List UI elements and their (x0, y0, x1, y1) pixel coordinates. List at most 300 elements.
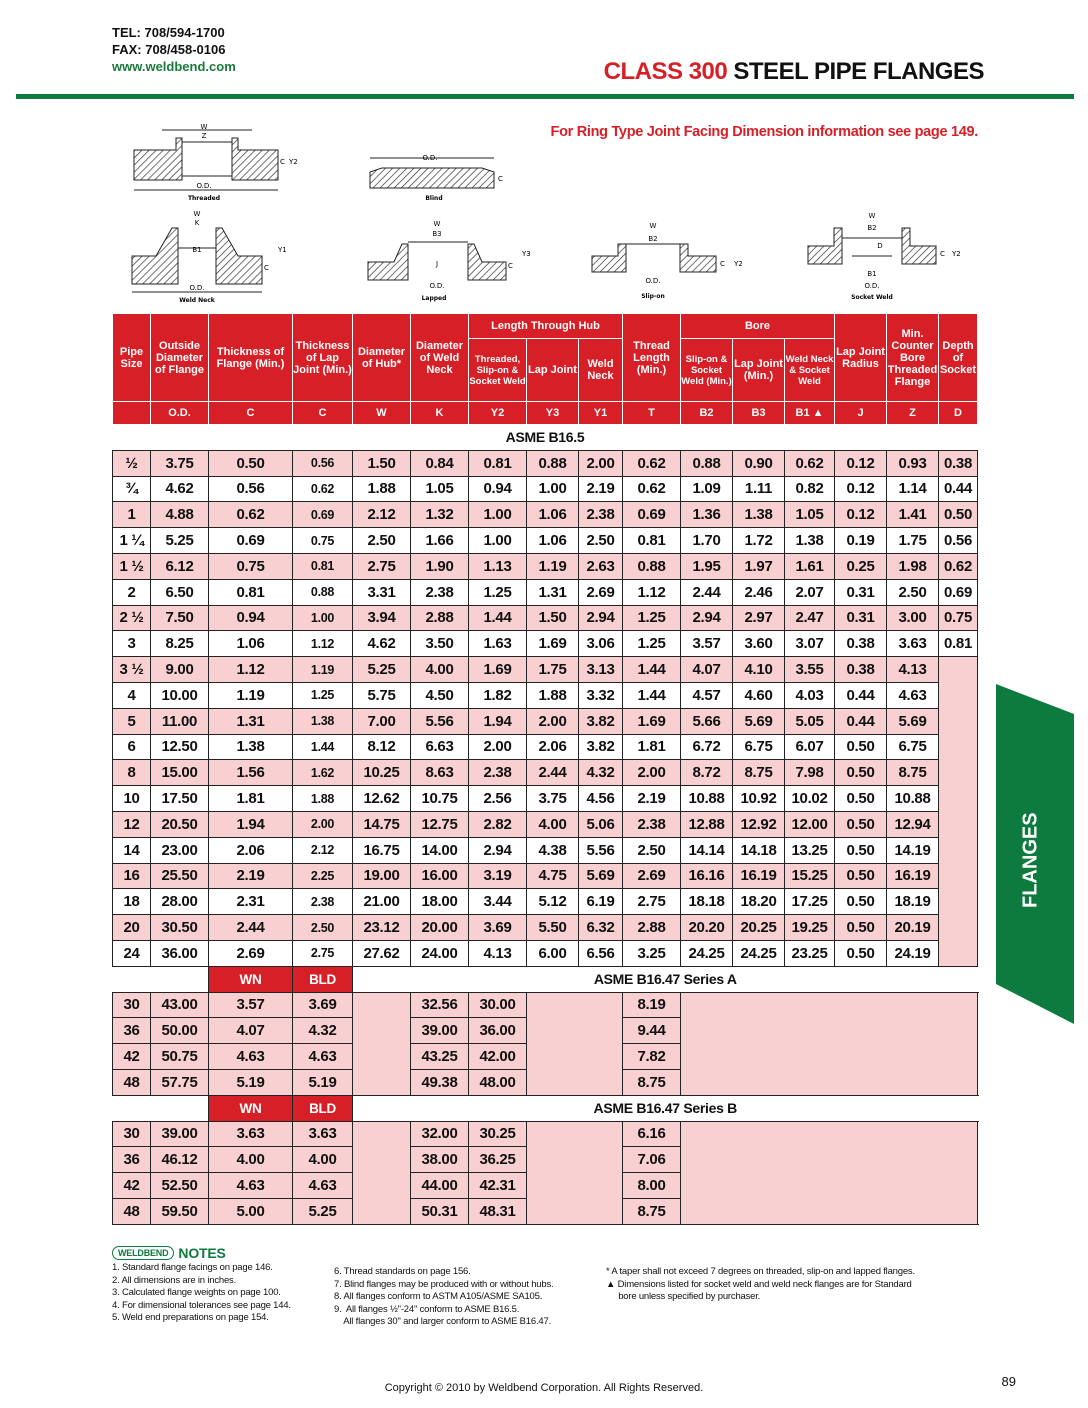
table-cell: 2.50 (579, 528, 623, 554)
table-cell: 5.56 (579, 837, 623, 863)
table-cell: 2.75 (293, 940, 353, 966)
table-cell: 4.38 (527, 837, 579, 863)
note-line: 5. Weld end preparations on page 154. (112, 1312, 269, 1323)
table-cell: 2.12 (293, 837, 353, 863)
table-cell: 10.02 (785, 786, 835, 812)
table-cell: 0.50 (835, 837, 887, 863)
table-cell: 0.56 (209, 476, 293, 502)
table-cell: 1 ¼ (113, 528, 151, 554)
header-lap-radius: Lap Joint Radius (835, 314, 887, 402)
header-len-threaded: Threaded, Slip-on & Socket Weld (469, 339, 527, 402)
table-cell: 0.81 (469, 450, 527, 476)
table-cell: 6.50 (151, 579, 209, 605)
table-cell: 7.82 (623, 1044, 681, 1070)
section-title: ASME B16.47 Series B (353, 1095, 978, 1121)
table-cell: 4.62 (353, 631, 411, 657)
svg-text:Y1: Y1 (278, 246, 287, 254)
table-cell: 18 (113, 889, 151, 915)
table-cell: 2.56 (469, 786, 527, 812)
svg-text:O.D.: O.D. (864, 282, 880, 290)
table-cell: 0.62 (293, 476, 353, 502)
table-cell: 1.44 (469, 605, 527, 631)
note-line: * A taper shall not exceed 7 degrees on threaded, slip-on and lapped flanges. (606, 1266, 915, 1277)
table-cell: 0.50 (209, 450, 293, 476)
header-code: C (293, 402, 353, 425)
title-class: CLASS 300 (603, 58, 728, 85)
table-cell: 19.25 (785, 915, 835, 941)
table-cell: 32.00 (411, 1121, 469, 1147)
svg-text:B1: B1 (192, 246, 202, 254)
svg-text:W: W (193, 210, 201, 218)
table-cell: 2.69 (579, 579, 623, 605)
table-cell: 44.00 (411, 1173, 469, 1199)
table-cell: 2.75 (623, 889, 681, 915)
table-cell (527, 992, 623, 1095)
table-cell: 2.50 (353, 528, 411, 554)
table-cell: 0.62 (623, 476, 681, 502)
table-row (113, 992, 978, 1018)
table-cell: 1.75 (887, 528, 939, 554)
table-cell: 1.06 (527, 502, 579, 528)
table-cell: 1.09 (681, 476, 733, 502)
table-cell: 50.75 (151, 1044, 209, 1070)
note-line: 6. Thread standards on page 156. (334, 1266, 471, 1277)
table-cell: 0.50 (835, 760, 887, 786)
table-cell: 4.63 (209, 1173, 293, 1199)
table-cell: 0.50 (835, 889, 887, 915)
table-cell: 1.72 (733, 528, 785, 554)
notes-column-3 (606, 1266, 915, 1304)
table-cell (939, 657, 978, 967)
table-row (113, 1121, 978, 1147)
table-cell: 0.88 (293, 579, 353, 605)
table-cell: 2.38 (623, 811, 681, 837)
table-cell: 3.94 (353, 605, 411, 631)
table-cell: 17.50 (151, 786, 209, 812)
table-cell: 1.88 (293, 786, 353, 812)
header-pipe-size: Pipe Size (113, 314, 151, 402)
table-cell: 12.88 (681, 811, 733, 837)
table-cell: 0.44 (835, 682, 887, 708)
weld-neck-diagram (132, 210, 287, 304)
table-cell: 2.38 (293, 889, 353, 915)
header-code: Y3 (527, 402, 579, 425)
table-cell: 12.92 (733, 811, 785, 837)
section-row (113, 966, 978, 992)
table-cell: 18.00 (411, 889, 469, 915)
header-code: Y2 (469, 402, 527, 425)
table-cell: 5.69 (887, 708, 939, 734)
table-cell: 30.25 (469, 1121, 527, 1147)
table-cell: 2.82 (469, 811, 527, 837)
table-row (113, 915, 978, 941)
slip-on-diagram (592, 222, 743, 300)
table-cell: 4.32 (579, 760, 623, 786)
table-cell: 20.19 (887, 915, 939, 941)
table-cell: 3.00 (887, 605, 939, 631)
svg-text:O.D.: O.D. (422, 154, 438, 162)
table-cell: 4.88 (151, 502, 209, 528)
table-cell: 18.20 (733, 889, 785, 915)
bld-label: BLD (293, 966, 353, 992)
table-cell: 1.50 (527, 605, 579, 631)
table-cell: 4.63 (293, 1044, 353, 1070)
table-cell: 1.12 (623, 579, 681, 605)
table-cell: 24.00 (411, 940, 469, 966)
table-cell: 8.12 (353, 734, 411, 760)
svg-text:B2: B2 (867, 224, 877, 232)
table-cell: 3.31 (353, 579, 411, 605)
svg-text:C: C (720, 260, 725, 268)
table-cell: 1.98 (887, 553, 939, 579)
table-cell: 6.75 (887, 734, 939, 760)
table-cell: 1.19 (209, 682, 293, 708)
table-cell: 5.50 (527, 915, 579, 941)
table-cell: 9.44 (623, 1018, 681, 1044)
table-cell: 5.25 (353, 657, 411, 683)
table-cell: 1.06 (527, 528, 579, 554)
table-cell: 0.50 (835, 940, 887, 966)
table-cell: 36.00 (469, 1018, 527, 1044)
table-cell: 32.56 (411, 992, 469, 1018)
table-cell: 0.19 (835, 528, 887, 554)
table-cell: 36.25 (469, 1147, 527, 1173)
table-cell: 14.18 (733, 837, 785, 863)
table-cell (353, 992, 411, 1095)
table-cell: 3.75 (527, 786, 579, 812)
table-cell: 2.50 (623, 837, 681, 863)
table-cell (113, 1095, 209, 1121)
svg-text:Y3: Y3 (522, 250, 531, 258)
table-cell: 25.50 (151, 863, 209, 889)
table-cell: 0.12 (835, 502, 887, 528)
table-cell: 46.12 (151, 1147, 209, 1173)
table-cell: 3.82 (579, 708, 623, 734)
bld-label: BLD (293, 1095, 353, 1121)
table-cell: 27.62 (353, 940, 411, 966)
table-cell: 14.00 (411, 837, 469, 863)
table-cell: 20 (113, 915, 151, 941)
table-cell: 38.00 (411, 1147, 469, 1173)
table-cell: 5 (113, 708, 151, 734)
table-cell: 48 (113, 1198, 151, 1224)
table-cell: 6.63 (411, 734, 469, 760)
ring-joint-note: For Ring Type Joint Facing Dimension information see page 149. (550, 124, 978, 140)
table-cell: 4.56 (579, 786, 623, 812)
table-cell: 1.32 (411, 502, 469, 528)
table-cell: 5.25 (151, 528, 209, 554)
table-cell: 1.38 (785, 528, 835, 554)
table-row (113, 553, 978, 579)
table-cell: 6.00 (527, 940, 579, 966)
copyright: Copyright © 2010 by Weldbend Corporation. All Rights Reserved. (384, 1382, 704, 1394)
table-cell: 2.00 (579, 450, 623, 476)
table-cell: 0.81 (623, 528, 681, 554)
table-cell: 3.63 (293, 1121, 353, 1147)
svg-text:Y2: Y2 (952, 250, 961, 258)
table-cell: 50.00 (151, 1018, 209, 1044)
table-cell: 5.66 (681, 708, 733, 734)
table-cell: 3 (113, 631, 151, 657)
table-cell: 28.00 (151, 889, 209, 915)
table-cell: 4.03 (785, 682, 835, 708)
table-cell: 52.50 (151, 1173, 209, 1199)
table-cell: 4.07 (681, 657, 733, 683)
contact-block (112, 24, 236, 75)
table-cell: 0.56 (939, 528, 978, 554)
table-cell: 0.56 (293, 450, 353, 476)
table-cell: 5.25 (293, 1198, 353, 1224)
table-cell: 1.94 (469, 708, 527, 734)
title-rest: STEEL PIPE FLANGES (727, 58, 984, 85)
table-cell: 6.07 (785, 734, 835, 760)
table-cell (681, 992, 978, 1095)
table-cell: 1.00 (527, 476, 579, 502)
table-cell: 57.75 (151, 1069, 209, 1095)
table-cell: 0.62 (209, 502, 293, 528)
table-cell: 1.69 (469, 657, 527, 683)
table-cell (353, 1121, 411, 1224)
table-cell: 18.18 (681, 889, 733, 915)
table-cell: 2.69 (209, 940, 293, 966)
table-row (113, 863, 978, 889)
table-cell: 8.72 (681, 760, 733, 786)
socket-weld-diagram (808, 212, 961, 301)
svg-text:Blind: Blind (425, 195, 443, 202)
table-cell: 1.31 (527, 579, 579, 605)
table-cell: 0.93 (887, 450, 939, 476)
table-cell: 0.69 (939, 579, 978, 605)
table-cell: 1.88 (353, 476, 411, 502)
table-row (113, 502, 978, 528)
table-cell: 36 (113, 1018, 151, 1044)
table-cell: 0.84 (411, 450, 469, 476)
header-code-row (113, 402, 978, 425)
note-line: 2. All dimensions are in inches. (112, 1274, 237, 1286)
table-cell (113, 966, 209, 992)
table-cell: 1.75 (527, 657, 579, 683)
svg-text:C: C (508, 262, 513, 270)
table-cell: 0.81 (939, 631, 978, 657)
table-cell: 12.94 (887, 811, 939, 837)
weldbend-logo: WELDBEND (112, 1246, 174, 1260)
table-cell: 1.25 (623, 631, 681, 657)
svg-text:W: W (868, 212, 876, 220)
table-cell: 0.44 (835, 708, 887, 734)
table-cell: 1.00 (469, 502, 527, 528)
table-cell: 3.25 (623, 940, 681, 966)
table-cell: 48.00 (469, 1069, 527, 1095)
table-cell: 5.12 (527, 889, 579, 915)
table-cell: 5.19 (293, 1069, 353, 1095)
table-cell: 14.14 (681, 837, 733, 863)
table-cell: 12.62 (353, 786, 411, 812)
table-cell: 2.31 (209, 889, 293, 915)
table-cell: 6.16 (623, 1121, 681, 1147)
table-cell: 0.62 (623, 450, 681, 476)
table-cell: 2.50 (887, 579, 939, 605)
table-cell: 10.00 (151, 682, 209, 708)
table-cell: 4.10 (733, 657, 785, 683)
table-cell: 0.50 (835, 786, 887, 812)
table-cell: 6.75 (733, 734, 785, 760)
table-cell: 2.69 (623, 863, 681, 889)
table-cell: 1.05 (785, 502, 835, 528)
table-cell: 12 (113, 811, 151, 837)
table-cell: 24.25 (733, 940, 785, 966)
table-cell: 0.50 (939, 502, 978, 528)
table-row (113, 528, 978, 554)
table-cell: 0.38 (939, 450, 978, 476)
table-cell: 2.00 (623, 760, 681, 786)
table-row (113, 889, 978, 915)
side-tab-label: FLANGES (1019, 812, 1042, 908)
table-cell: 50.31 (411, 1198, 469, 1224)
table-cell: 42.31 (469, 1173, 527, 1199)
table-cell: 1.88 (527, 682, 579, 708)
table-cell: 0.88 (623, 553, 681, 579)
table-cell: 2.46 (733, 579, 785, 605)
table-cell: 0.94 (209, 605, 293, 631)
table-cell: 8.75 (623, 1198, 681, 1224)
table-cell: 5.69 (733, 708, 785, 734)
table-cell: 5.05 (785, 708, 835, 734)
table-cell: 1.81 (623, 734, 681, 760)
table-cell: 8.75 (623, 1069, 681, 1095)
table-cell: 4.00 (293, 1147, 353, 1173)
table-cell: 1.00 (469, 528, 527, 554)
table-cell: 16.00 (411, 863, 469, 889)
table-cell: 3.69 (469, 915, 527, 941)
table-cell: 12.75 (411, 811, 469, 837)
header-weld-neck-diameter: Diameter of Weld Neck (411, 314, 469, 402)
header-code: O.D. (151, 402, 209, 425)
header-code: W (353, 402, 411, 425)
table-cell: 42.00 (469, 1044, 527, 1070)
table-cell: 15.00 (151, 760, 209, 786)
table-cell: 2.06 (527, 734, 579, 760)
table-cell: 0.50 (835, 863, 887, 889)
table-cell: ¾ (113, 476, 151, 502)
table-cell: 7.06 (623, 1147, 681, 1173)
table-cell: 14 (113, 837, 151, 863)
table-cell: 11.00 (151, 708, 209, 734)
table-cell: 6.32 (579, 915, 623, 941)
table-cell: 3.32 (579, 682, 623, 708)
svg-text:Lapped: Lapped (421, 295, 447, 302)
table-cell: 3.63 (209, 1121, 293, 1147)
table-cell: 1 ½ (113, 553, 151, 579)
table-cell: 16.19 (733, 863, 785, 889)
table-cell: 18.19 (887, 889, 939, 915)
table-cell: 1.12 (209, 657, 293, 683)
table-cell: 36.00 (151, 940, 209, 966)
table-row (113, 708, 978, 734)
table-cell: 7.00 (353, 708, 411, 734)
header-thickness: Thickness of Flange (Min.) (209, 314, 293, 402)
dimensions-table (112, 313, 978, 1225)
table-cell: 0.50 (835, 811, 887, 837)
table-cell: 1.69 (527, 631, 579, 657)
table-cell: 2.00 (469, 734, 527, 760)
table-cell: 4.57 (681, 682, 733, 708)
table-cell: 1.66 (411, 528, 469, 554)
note-line: 1. Standard flange facings on page 146. (112, 1262, 273, 1273)
table-row (113, 940, 978, 966)
table-cell: 1.25 (623, 605, 681, 631)
svg-text:O.D.: O.D. (196, 182, 212, 190)
table-cell: 0.12 (835, 476, 887, 502)
table-cell: 1.95 (681, 553, 733, 579)
table-cell: 2.19 (209, 863, 293, 889)
table-cell: 1.13 (469, 553, 527, 579)
table-cell: 3.06 (579, 631, 623, 657)
svg-text:C: C (280, 158, 285, 166)
header-bore-slip-on: Slip-on & Socket Weld (Min.) (681, 339, 733, 402)
section-title: ASME B16.5 (113, 425, 978, 451)
table-cell: 6.56 (579, 940, 623, 966)
table-cell: 5.56 (411, 708, 469, 734)
table-cell: 2.94 (579, 605, 623, 631)
section-row (113, 425, 978, 451)
table-cell: 4.32 (293, 1018, 353, 1044)
threaded-diagram (134, 123, 298, 202)
table-cell: 2.94 (469, 837, 527, 863)
note-line: bore unless specified by purchaser. (606, 1291, 761, 1302)
page-title (604, 58, 984, 86)
note-line: All flanges 30" and larger conform to ASME B16.47. (334, 1316, 552, 1327)
table-cell: 2.19 (579, 476, 623, 502)
notes-title: NOTES (178, 1244, 226, 1261)
table-row (113, 605, 978, 631)
svg-text:Slip-on: Slip-on (641, 293, 665, 300)
table-cell: 30.50 (151, 915, 209, 941)
table-cell: 23.00 (151, 837, 209, 863)
table-cell: 1.44 (293, 734, 353, 760)
table-cell: 1.11 (733, 476, 785, 502)
table-cell: 49.38 (411, 1069, 469, 1095)
table-cell: 15.25 (785, 863, 835, 889)
table-cell: 3.75 (151, 450, 209, 476)
table-cell: 0.38 (835, 657, 887, 683)
wn-label: WN (209, 1095, 293, 1121)
svg-text:K: K (194, 219, 200, 227)
table-cell: 2.38 (469, 760, 527, 786)
header-len-weld-neck: Weld Neck (579, 339, 623, 402)
table-cell: 8.19 (623, 992, 681, 1018)
section-title: ASME B16.47 Series A (353, 966, 978, 992)
table-cell: 3.07 (785, 631, 835, 657)
table-cell: 23.25 (785, 940, 835, 966)
table-cell: 0.50 (835, 915, 887, 941)
header-thread-length: Thread Length (Min.) (623, 314, 681, 402)
note-line: 4. For dimensional tolerances see page 144. (112, 1299, 291, 1311)
website-link[interactable]: www.weldbend.com (112, 59, 236, 74)
table-cell: 5.75 (353, 682, 411, 708)
table-cell: 3.19 (469, 863, 527, 889)
note-line: 8. All flanges conform to ASTM A105/ASME SA105. (334, 1291, 543, 1302)
table-cell: 0.75 (293, 528, 353, 554)
table-cell: 1.14 (887, 476, 939, 502)
svg-text:Z: Z (201, 132, 207, 140)
table-cell: 48.31 (469, 1198, 527, 1224)
table-cell: 42 (113, 1044, 151, 1070)
table-cell: 2.12 (353, 502, 411, 528)
table-cell: 0.62 (785, 450, 835, 476)
table-cell: 2.25 (293, 863, 353, 889)
table-cell: 4.50 (411, 682, 469, 708)
table-cell: 0.88 (527, 450, 579, 476)
